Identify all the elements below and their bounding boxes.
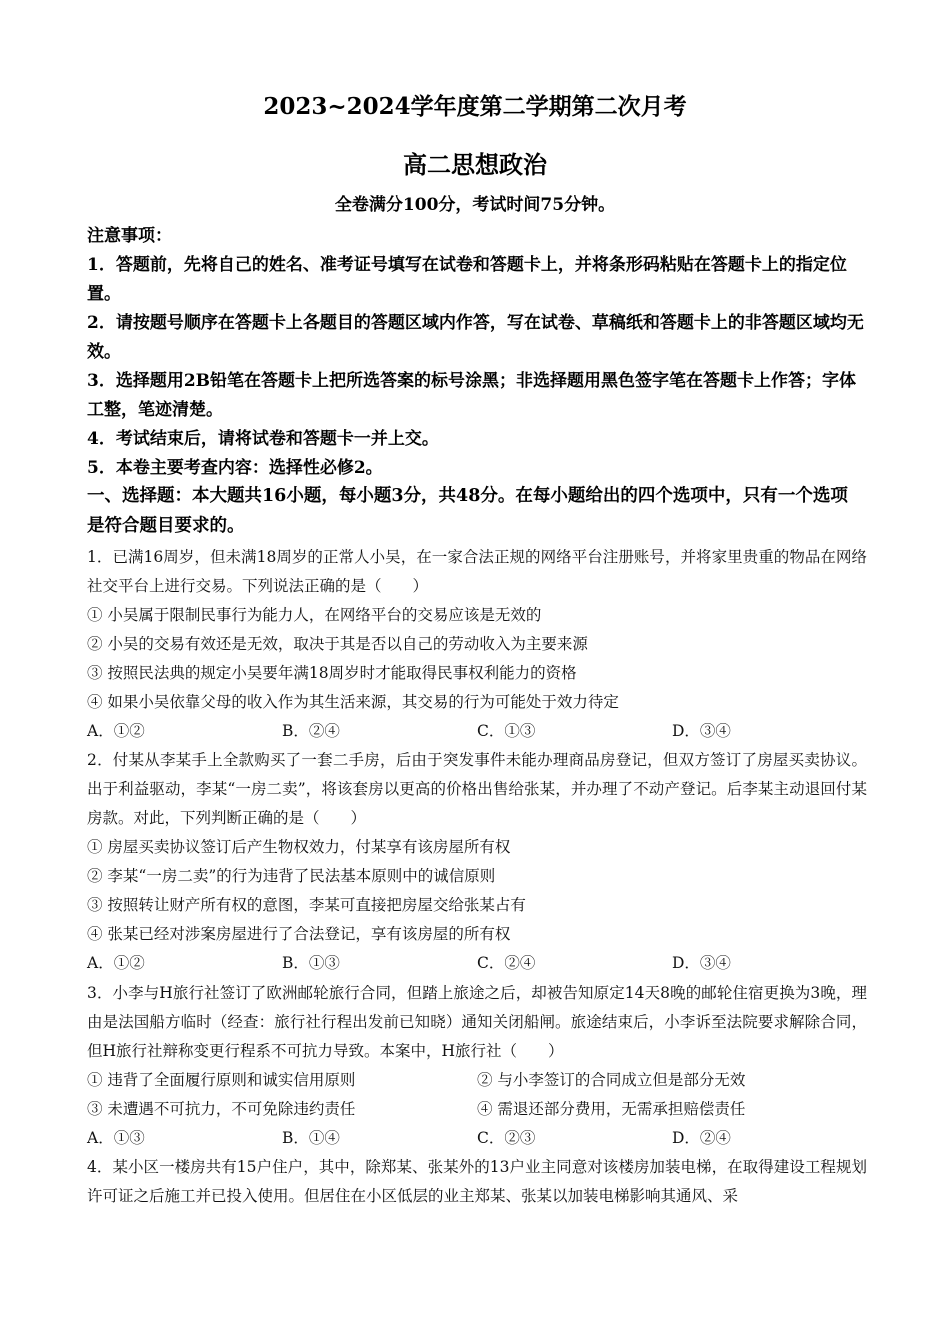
note-item: 2．请按题号顺序在答题卡上各题目的答题区域内作答，写在试卷、草稿纸和答题卡上的非答题区域均无效。 [87,313,864,362]
answer-choices [87,717,867,746]
statement-item: ③ 按照转让财产所有权的意图，李某可直接把房屋交给张某占有 [87,896,526,914]
question-2 [87,746,867,978]
note-item: 5．本卷主要考查内容：选择性必修2。 [87,458,383,478]
statement-item: ② 李某“一房二卖”的行为违背了民法基本原则中的诚信原则 [87,867,496,885]
statement-item: ① 小吴属于限制民事行为能力人，在网络平台的交易应该是无效的 [87,606,542,624]
notes-section [87,222,865,483]
statement-item: ② 与小李签订的合同成立但是部分无效 [477,1071,746,1089]
question-3 [87,979,867,1153]
question-4 [87,1153,867,1211]
statement-item: ① 房屋买卖协议签订后产生物权效力，付某享有该房屋所有权 [87,838,511,856]
choice-a: A．①③ [87,1129,145,1147]
choice-c: C．②③ [477,1129,536,1147]
statement-item: ② 小吴的交易有效还是无效，取决于其是否以自己的劳动收入为主要来源 [87,635,588,653]
statement-row [87,1066,867,1095]
choice-d: D．③④ [672,722,731,740]
choice-c: C．①③ [477,722,536,740]
statement-item: ③ 未遭遇不可抗力，不可免除违约责任 [87,1100,356,1118]
statement-item: ③ 按照民法典的规定小吴要年满18周岁时才能取得民事权利能力的资格 [87,664,577,682]
question-1 [87,543,867,746]
choice-a: A．①② [87,954,145,972]
choice-b: B．①④ [282,1129,340,1147]
exam-info: 全卷满分100分，考试时间75分钟。 [334,195,616,215]
note-item: 3．选择题用2B铅笔在答题卡上把所选答案的标号涂黑；非选择题用黑色签字笔在答题卡上作答；字体工整，笔迹清楚。 [87,371,857,420]
statement-item: ① 违背了全面履行原则和诚实信用原则 [87,1071,356,1089]
subject-title: 高二思想政治 [403,150,547,179]
choice-c: C．②④ [477,954,536,972]
exam-title: 2023~2024学年度第二学期第二次月考 [263,93,687,120]
notes-heading: 注意事项： [87,226,172,246]
question-stem: 3．小李与H旅行社签订了欧洲邮轮旅行合同，但踏上旅途之后，却被告知原定14天8晚的邮轮住宿更换为3晚，理由是法国船方临时（经查：旅行社行程出发前已知晓）通知关闭船闸。旅途结束后，小李诉至法院要求解除合同，但H旅行社辩称变更行程系不可抗力导致。本案中，H旅行社（ ） [87,984,867,1060]
statement-item: ④ 张某已经对涉案房屋进行了合法登记，享有该房屋的所有权 [87,925,511,943]
choice-d: D．③④ [672,954,731,972]
answer-choices [87,949,867,978]
question-stem: 1．已满16周岁，但未满18周岁的正常人小吴，在一家合法正规的网络平台注册账号，并将家里贵重的物品在网络社交平台上进行交易。下列说法正确的是（ ） [87,548,867,595]
section-heading: 一、选择题：本大题共16小题，每小题3分，共48分。在每小题给出的四个选项中，只有一个选项是符合题目要求的。 [87,486,848,536]
question-stem: 4．某小区一楼房共有15户住户，其中，除郑某、张某外的13户业主同意对该楼房加装电梯，在取得建设工程规划许可证之后施工并已投入使用。但居住在小区低层的业主郑某、张某以加装电梯影响其通风、采 [87,1158,867,1205]
note-item: 4．考试结束后，请将试卷和答题卡一并上交。 [87,429,439,449]
question-stem: 2．付某从李某手上全款购买了一套二手房，后由于突发事件未能办理商品房登记，但双方签订了房屋买卖协议。出于利益驱动，李某“一房二卖”，将该套房以更高的价格出售给张某，并办理了不动产登记。后李某主动退回付某房款。对此，下列判断正确的是（ ） [87,751,867,827]
choice-b: B．①③ [282,954,340,972]
answer-choices [87,1124,867,1153]
statement-item: ④ 需退还部分费用，无需承担赔偿责任 [477,1100,746,1118]
choice-b: B．②④ [282,722,340,740]
choice-d: D．②④ [672,1129,731,1147]
note-item: 1．答题前，先将自己的姓名、准考证号填写在试卷和答题卡上，并将条形码粘贴在答题卡上的指定位置。 [87,255,847,304]
statement-item: ④ 如果小吴依靠父母的收入作为其生活来源，其交易的行为可能处于效力待定 [87,693,619,711]
choice-a: A．①② [87,722,145,740]
statement-row [87,1095,867,1124]
